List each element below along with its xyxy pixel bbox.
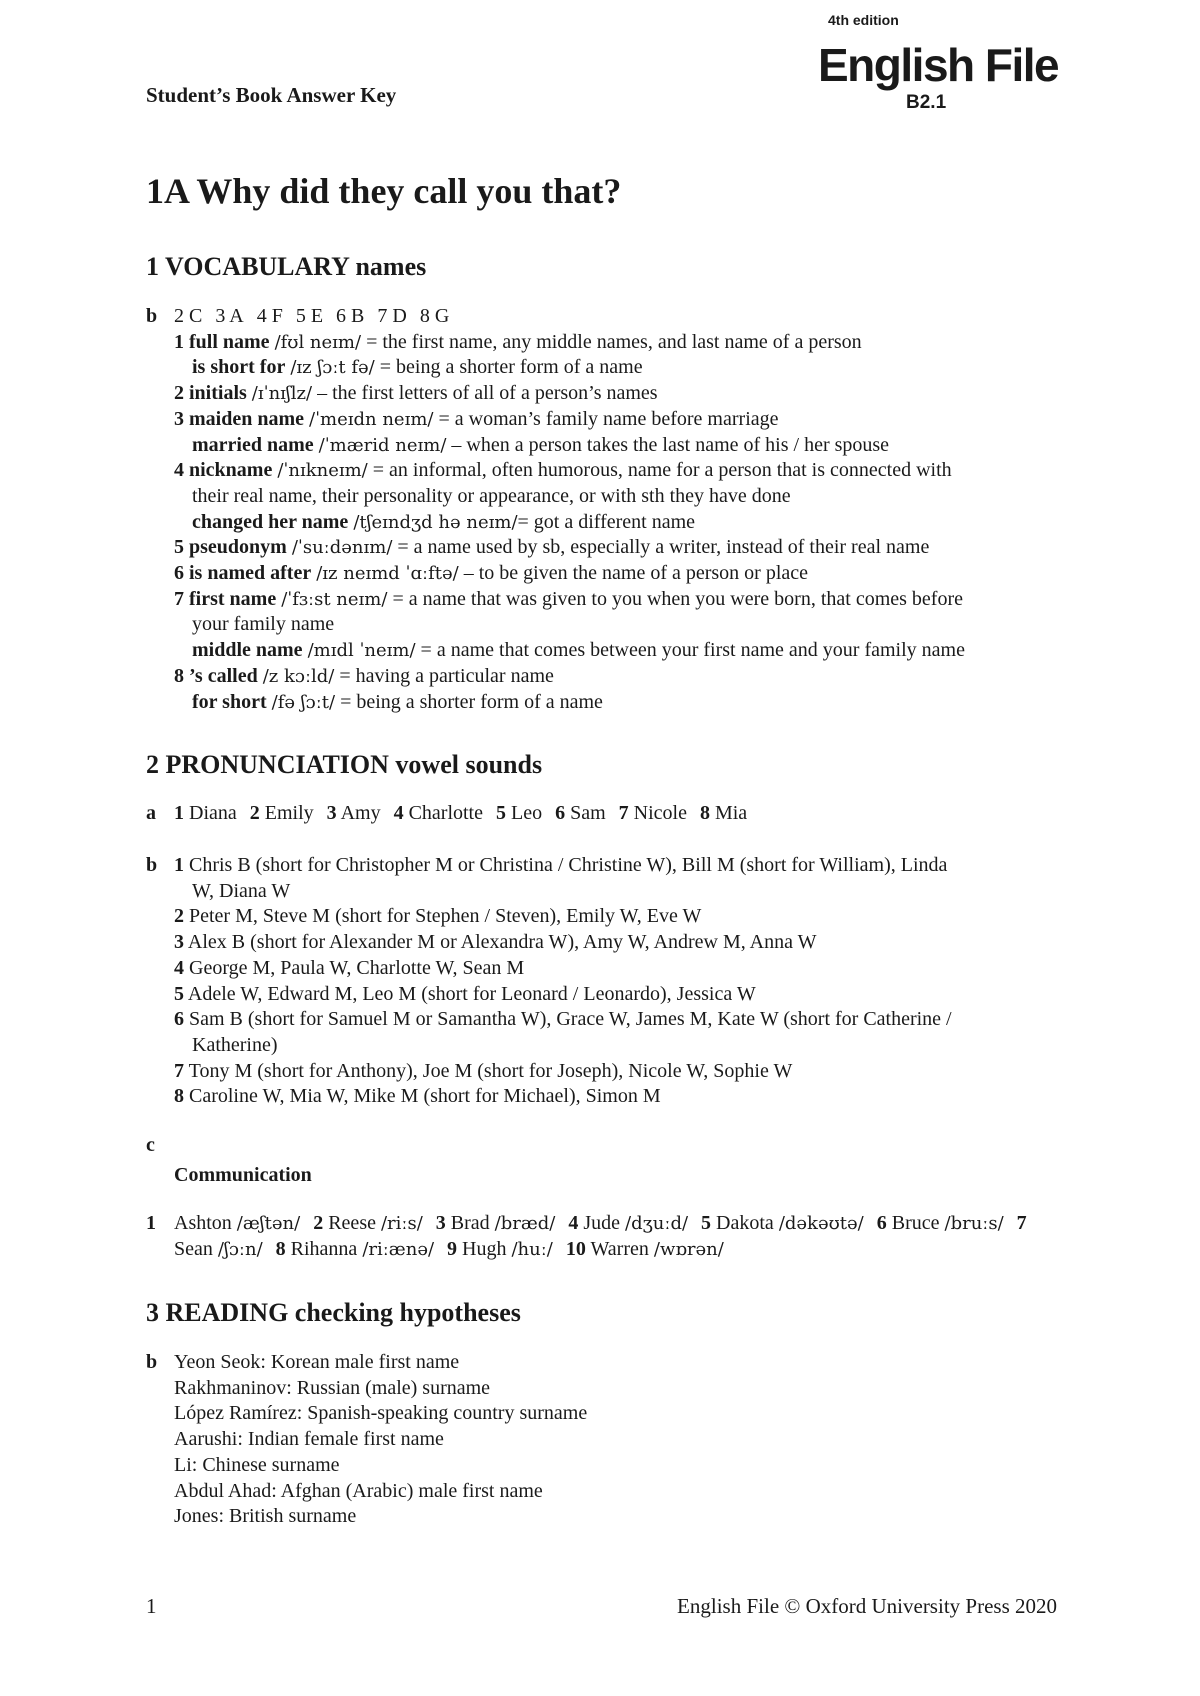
item-number: 3 [174,407,184,430]
vocab-line [146,381,1060,407]
definition: = being a shorter form of a name [374,356,643,379]
exercise-letter: a [146,802,156,824]
item-number: 4 [174,459,184,482]
name-line [174,956,1060,982]
item-number: 4 [393,802,404,824]
vocab-term: middle name [192,639,303,662]
item-number: 1 [174,802,184,824]
edition-label: 4th edition [828,12,899,28]
vocab-line [146,433,1060,459]
reading-content [146,1350,1060,1530]
phonetic-transcription: /bræd/ [494,1213,556,1234]
reading-answer: Aarushi: Indian female first name [174,1428,444,1451]
name-line [174,853,1060,879]
definition: = the first name, any middle names, and last name of a person [361,330,862,353]
item-number: 1 [174,854,184,876]
vocab-line [146,407,1060,433]
name-list: Caroline W, Mia W, Mike M (short for Michael), Simon M [189,1085,661,1108]
exercise-letter: b [146,854,158,876]
item-number: 5 [174,982,184,1005]
name: Warren [590,1237,649,1260]
phonetic-transcription: /ˈfɜːst neɪm/ [281,588,388,610]
definition: = a name used by sb, especially a writer, instead of their real name [392,536,930,559]
english-file-logo: English File [818,39,1059,91]
definition: = a name that was given to you when you were born, that comes before [387,587,963,610]
vocab-b-answers [174,304,1060,330]
phonetic-transcription: /bruːs/ [944,1213,1004,1234]
reading-answer: López Ramírez: Spanish-speaking country surname [174,1402,588,1425]
name-line [174,1007,1060,1033]
definition: – when a person takes the last name of his / her spouse [446,433,890,456]
reading-answer: Jones: British surname [174,1505,357,1528]
name: Charlotte [408,802,483,824]
vocab-line [146,612,1060,638]
answer-pair: 6 B [336,305,365,327]
communication-item [447,1238,553,1260]
name-list: Sam B (short for Samuel M or Samantha W), Grace W, James M, Kate W (short for Catherine / [189,1008,952,1031]
phonetic-transcription: /ˈmeɪdn neɪm/ [309,408,434,430]
vocab-line [146,690,1060,716]
item-number: 6 [174,1008,184,1031]
communication-item [566,1238,724,1260]
definition: = having a particular name [334,664,554,687]
answer-pair: 5 E [295,305,324,327]
vocab-line [146,355,1060,381]
definition: – the first letters of all of a person’s names [312,382,658,405]
name: Brad [450,1212,490,1234]
pronunciation-a [146,801,1060,827]
name: Diana [189,802,237,824]
definition: = a woman’s family name before marriage [433,407,779,430]
item-number: 6 [174,562,184,585]
item-number: 4 [174,956,184,979]
item-number: 7 [174,587,184,610]
answer-pair: 4 F [256,305,283,327]
pronunciation-b [146,853,1060,1110]
name: Emily [264,802,314,824]
item-number: 1 [174,330,184,353]
name-line [174,904,1060,930]
name: Mia [714,802,748,824]
vocab-term: for short [192,690,267,713]
definition: their real name, their personality or appearance, or with sth they have done [192,484,791,507]
name-list: Adele W, Edward M, Leo M (short for Leonard / Leonardo), Jessica W [187,982,756,1005]
name-list: Alex B (short for Alexander M or Alexandra W), Amy W, Andrew M, Anna W [187,931,817,954]
vocab-term: is short for [192,356,286,379]
name-line [174,1059,1060,1085]
phonetic-transcription: /ɪz ʃɔːt fə/ [290,357,375,379]
reading-heading: 3 READING checking hypotheses [146,1298,521,1327]
item-number: 10 [565,1237,586,1260]
definition: your family name [192,613,335,636]
phonetic-transcription: /fə ʃɔːt/ [271,691,336,713]
phonetic-transcription: /æʃtən/ [236,1213,301,1234]
communication-heading: Communication [174,1163,312,1186]
vocab-term: pseudonym [189,536,287,559]
phonetic-transcription: /fʊl neɪm/ [274,331,362,353]
name-list: Peter M, Steve M (short for Stephen / Steven), Emily W, Eve W [189,905,702,928]
name-item [394,802,483,824]
name-list: Chris B (short for Christopher M or Christina / Christine W), Bill M (short for William), Linda [189,854,948,876]
item-number: 2 [174,905,184,928]
unit-title: 1A Why did they call you that? [146,171,622,211]
item-number: 2 [174,382,184,405]
communication-item [568,1212,688,1234]
communication-content [146,1211,1060,1262]
communication-item [701,1212,864,1234]
vocab-line [146,638,1060,664]
phonetic-transcription: /mɪdl ˈneɪm/ [307,640,416,662]
vocab-line [146,664,1060,690]
communication-item [877,1212,1004,1234]
vocab-line [146,535,1060,561]
item-number: 3 [326,802,337,824]
reading-answer: Rakhmaninov: Russian (male) surname [174,1376,491,1399]
exercise-letter: b [146,1351,158,1373]
copyright: English File © Oxford University Press 2020 [677,1594,1057,1618]
phonetic-transcription: /z kɔːld/ [262,665,335,687]
communication-item [436,1212,556,1234]
vocab-term: maiden name [189,407,304,430]
item-number: 8 [174,1085,184,1108]
name-line [174,930,1060,956]
item-number: 4 [568,1212,579,1234]
reading-answer: Yeon Seok: Korean male first name [174,1351,460,1373]
definition: = got a different name [517,510,696,533]
vocabulary-heading: 1 VOCABULARY names [146,252,427,281]
phonetic-transcription: /huː/ [511,1238,553,1260]
communication-items [174,1211,1060,1262]
vocab-lines [146,330,1060,716]
vocab-term: first name [189,587,277,610]
reading-answer: Abdul Ahad: Afghan (Arabic) male first name [174,1479,543,1502]
pron-a-items [174,801,1060,827]
name: Bruce [891,1212,940,1234]
name: Leo [511,802,543,824]
name-line [174,982,1060,1008]
name-list: Katherine) [192,1033,278,1056]
exercise-letter: c [146,1134,155,1156]
name: Dakota [716,1212,774,1234]
answer-pair: 8 G [419,305,450,327]
name: Amy [340,802,381,824]
name-item [496,802,542,824]
phonetic-transcription: /dʒuːd/ [625,1213,689,1234]
name-item [250,802,314,824]
name: Reese [328,1212,376,1234]
vocab-line [146,484,1060,510]
name: Sam [570,802,606,824]
name-item [619,802,687,824]
name-line [174,1084,1060,1110]
item-number: 1 [146,1212,156,1234]
phonetic-transcription: /ɪˈnɪʃlz/ [251,383,313,405]
name-line [174,879,1060,905]
vocab-term: full name [189,330,270,353]
phonetic-transcription: /riːænə/ [362,1238,435,1260]
item-number: 2 [313,1212,324,1234]
item-number: 7 [1016,1212,1027,1234]
name-item [174,802,237,824]
name-item [555,802,606,824]
exercise-letter: b [146,305,158,327]
name: Jude [583,1212,621,1234]
reading-answer: Li: Chinese surname [174,1453,340,1476]
name-list: Tony M (short for Anthony), Joe M (short for Joseph), Nicole W, Sophie W [188,1059,793,1082]
phonetic-transcription: /wɒrən/ [653,1238,724,1260]
vocabulary-content [146,304,1060,715]
item-number: 8 [699,802,710,824]
item-number: 7 [174,1059,184,1082]
reading-lines [174,1350,1060,1530]
pronunciation-c [146,1133,1060,1188]
item-number: 5 [701,1212,712,1234]
definition: – to be given the name of a person or place [458,562,809,585]
name: Nicole [633,802,687,824]
name-line [174,1033,1060,1059]
item-number: 9 [447,1237,458,1260]
vocab-line [146,458,1060,484]
item-number: 8 [275,1237,286,1260]
phonetic-transcription: /ˈnɪkneɪm/ [277,460,368,482]
phonetic-transcription: /tʃeɪndʒd hə neɪm/ [353,511,518,533]
communication-item [276,1238,434,1260]
definition: = an informal, often humorous, name for a person that is connected with [367,459,952,482]
pronunciation-heading: 2 PRONUNCIATION vowel sounds [146,750,543,779]
definition: = being a shorter form of a name [335,690,603,713]
name-list: George M, Paula W, Charlotte W, Sean M [189,956,525,979]
phonetic-transcription: /riːs/ [380,1213,423,1234]
level-label: B2.1 [906,92,947,113]
communication-item [174,1212,300,1234]
communication-item [313,1212,423,1234]
name-item [700,802,747,824]
name: Sean [174,1237,213,1260]
vocab-line [146,561,1060,587]
vocab-line [146,330,1060,356]
item-number: 3 [174,931,184,954]
vocab-b-row [146,304,1060,330]
item-number: 8 [174,664,184,687]
vocab-term: initials [189,382,247,405]
item-number: 6 [555,802,566,824]
answer-pair: 2 C [174,305,203,327]
item-number: 5 [496,802,506,824]
vocab-term: changed her name [192,510,349,533]
item-number: 2 [249,802,260,824]
phonetic-transcription: /ʃɔːn/ [217,1238,263,1260]
pron-b-lines [174,853,1060,1110]
item-number: 7 [618,802,629,824]
name: Hugh [462,1237,507,1260]
vocab-term: ’s called [189,664,258,687]
vocab-line [146,587,1060,613]
vocab-term: married name [192,433,314,456]
item-number: 6 [876,1212,887,1234]
name-item [327,802,381,824]
phonetic-transcription: /ɪz neɪmd ˈɑːftə/ [316,563,459,585]
name: Ashton [174,1212,232,1234]
vocab-line [146,510,1060,536]
name: Rihanna [290,1237,358,1260]
phonetic-transcription: /ˈsuːdənɪm/ [291,537,393,559]
vocab-term: nickname [189,459,273,482]
document-type: Student’s Book Answer Key [146,83,397,107]
vocab-term: is named after [189,562,312,585]
answer-pair: 7 D [377,305,407,327]
answer-pair: 3 A [215,305,244,327]
phonetic-transcription: /dəkəʊtə/ [778,1213,864,1234]
item-number: 5 [174,536,184,559]
definition: = a name that comes between your first name and your family name [415,639,965,662]
phonetic-transcription: /ˈmærid neɪm/ [318,434,447,456]
item-number: 3 [435,1212,446,1234]
page-number: 1 [146,1594,157,1618]
name-list: W, Diana W [192,879,291,902]
